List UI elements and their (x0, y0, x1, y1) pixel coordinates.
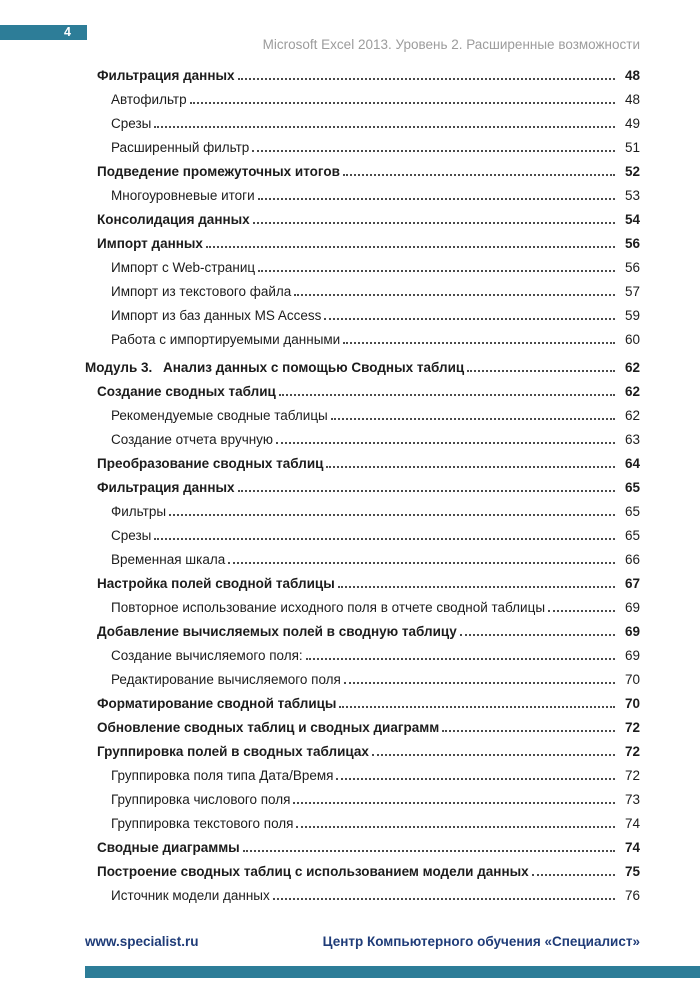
toc-entry-label: Группировка числового поля (111, 792, 291, 807)
toc-entry-label: Фильтрация данных (97, 480, 235, 495)
toc-entry-label: Консолидация данных (97, 212, 250, 227)
dot-leader (326, 466, 615, 468)
toc-entry-page: 72 (624, 744, 640, 759)
toc-entry-label: Импорт с Web-страниц (111, 260, 256, 275)
dot-leader (154, 538, 615, 540)
toc-entry-page: 52 (624, 164, 640, 179)
toc-entry (85, 424, 640, 448)
toc-entry (85, 324, 640, 348)
toc-entry-page: 74 (624, 840, 640, 855)
toc-entry-label: Расширенный фильтр (111, 140, 250, 155)
footer-accent-bar (85, 966, 700, 978)
toc-entry (85, 568, 640, 592)
toc-entry-page: 56 (624, 260, 640, 275)
dot-leader (294, 294, 615, 296)
toc-entry-page: 70 (624, 696, 640, 711)
toc-entry-label: Добавление вычисляемых полей в сводную таблицу (97, 624, 457, 639)
toc-entry (85, 472, 640, 496)
toc-entry-label: Временная шкала (111, 552, 226, 567)
dot-leader (258, 198, 615, 200)
toc-entry (85, 228, 640, 252)
dot-leader (548, 610, 615, 612)
dot-leader (338, 586, 615, 588)
toc-entry-page: 62 (624, 408, 640, 423)
running-header: Microsoft Excel 2013. Уровень 2. Расширенные возможности (262, 37, 640, 52)
toc-entry (85, 252, 640, 276)
toc-entry (85, 300, 640, 324)
toc-entry (85, 448, 640, 472)
dot-leader (324, 318, 615, 320)
page-number: 4 (64, 25, 71, 39)
toc-entry-label: Подведение промежуточных итогов (97, 164, 340, 179)
toc-entry-page: 63 (624, 432, 640, 447)
toc-entry (85, 712, 640, 736)
toc-entry-page: 73 (624, 792, 640, 807)
toc-entry (85, 60, 640, 84)
toc-entry-page: 74 (624, 816, 640, 831)
toc-entry-page: 75 (624, 864, 640, 879)
dot-leader (343, 342, 615, 344)
toc-entry-page: 76 (624, 888, 640, 903)
toc-entry-page: 56 (624, 236, 640, 251)
toc-entry-label: Группировка полей в сводных таблицах (97, 744, 369, 759)
toc-entry-label: Работа с импортируемыми данными (111, 332, 341, 347)
dot-leader (154, 126, 615, 128)
toc-entry-label: Импорт из баз данных MS Access (111, 308, 322, 323)
dot-leader (339, 706, 615, 708)
toc-entry-label: Сводные диаграммы (97, 840, 240, 855)
dot-leader (293, 802, 615, 804)
toc-entry-label: Фильтры (111, 504, 167, 519)
toc-entry-page: 57 (624, 284, 640, 299)
toc-entry (85, 84, 640, 108)
toc-entry-page: 65 (624, 504, 640, 519)
toc-entry-page: 54 (624, 212, 640, 227)
toc-entry-page: 65 (624, 528, 640, 543)
toc-entry-page: 72 (624, 720, 640, 735)
toc-entry-label: Создание вычисляемого поля: (111, 648, 303, 663)
toc-entry-page: 53 (624, 188, 640, 203)
dot-leader (169, 514, 615, 516)
dot-leader (467, 370, 615, 372)
dot-leader (372, 754, 615, 756)
toc-entry-page: 72 (624, 768, 640, 783)
toc-entry-page: 62 (624, 384, 640, 399)
dot-leader (460, 634, 615, 636)
toc-entry-page: 66 (624, 552, 640, 567)
toc-entry (85, 520, 640, 544)
toc-entry-label: Фильтрация данных (97, 68, 235, 83)
page-footer (85, 934, 640, 949)
page-number-bar (0, 25, 87, 40)
toc-entry (85, 496, 640, 520)
dot-leader (228, 562, 615, 564)
dot-leader (343, 174, 615, 176)
table-of-contents (85, 60, 640, 904)
dot-leader (238, 78, 615, 80)
toc-entry-page: 70 (624, 672, 640, 687)
toc-entry-label: Импорт из текстового файла (111, 284, 292, 299)
toc-entry (85, 760, 640, 784)
toc-entry-label: Повторное использование исходного поля в отчете сводной таблицы (111, 600, 546, 615)
toc-entry-page: 67 (624, 576, 640, 591)
dot-leader (532, 874, 615, 876)
dot-leader (252, 150, 615, 152)
toc-entry-label: Создание сводных таблиц (97, 384, 276, 399)
toc-entry (85, 688, 640, 712)
toc-entry-page: 64 (624, 456, 640, 471)
dot-leader (344, 682, 615, 684)
toc-entry-label: Многоуровневые итоги (111, 188, 255, 203)
toc-entry (85, 616, 640, 640)
dot-leader (306, 658, 615, 660)
toc-entry-page: 51 (624, 140, 640, 155)
dot-leader (206, 246, 615, 248)
toc-entry (85, 880, 640, 904)
footer-organization: Центр Компьютерного обучения «Специалист» (322, 934, 640, 949)
toc-entry (85, 108, 640, 132)
toc-entry (85, 204, 640, 228)
toc-entry-page: 59 (624, 308, 640, 323)
toc-entry-page: 48 (624, 92, 640, 107)
dot-leader (276, 442, 615, 444)
toc-entry (85, 640, 640, 664)
toc-entry-label: Настройка полей сводной таблицы (97, 576, 335, 591)
dot-leader (238, 490, 615, 492)
dot-leader (296, 826, 615, 828)
dot-leader (253, 222, 615, 224)
toc-entry-label: Импорт данных (97, 236, 203, 251)
toc-entry-page: 60 (624, 332, 640, 347)
toc-entry (85, 808, 640, 832)
toc-entry-label: Обновление сводных таблиц и сводных диаграмм (97, 720, 440, 735)
dot-leader (190, 102, 615, 104)
toc-entry-page: 65 (624, 480, 640, 495)
toc-entry-label: Источник модели данных (111, 888, 270, 903)
dot-leader (273, 898, 615, 900)
toc-entry-label: Автофильтр (111, 92, 187, 107)
toc-entry (85, 832, 640, 856)
toc-entry (85, 856, 640, 880)
dot-leader (279, 394, 615, 396)
toc-entry-page: 69 (624, 624, 640, 639)
footer-site-link[interactable]: www.specialist.ru (85, 934, 199, 949)
toc-entry-page: 69 (624, 600, 640, 615)
toc-entry-page: 49 (624, 116, 640, 131)
toc-entry-page: 48 (624, 68, 640, 83)
dot-leader (331, 418, 615, 420)
dot-leader (243, 850, 615, 852)
toc-entry (85, 132, 640, 156)
toc-entry-page: 62 (624, 360, 640, 375)
dot-leader (258, 270, 615, 272)
toc-entry (85, 592, 640, 616)
toc-entry-label: Редактирование вычисляемого поля (111, 672, 341, 687)
toc-entry (85, 180, 640, 204)
toc-entry (85, 544, 640, 568)
toc-entry-label: Преобразование сводных таблиц (97, 456, 324, 471)
toc-entry (85, 736, 640, 760)
toc-entry (85, 664, 640, 688)
toc-entry (85, 352, 640, 376)
toc-entry (85, 784, 640, 808)
toc-entry-label: Создание отчета вручную (111, 432, 274, 447)
toc-entry (85, 156, 640, 180)
toc-entry-label: Построение сводных таблиц с использованием модели данных (97, 864, 529, 879)
dot-leader (442, 730, 615, 732)
toc-entry-label: Группировка текстового поля (111, 816, 294, 831)
toc-entry-label: Анализ данных с помощью Сводных таблиц (163, 360, 465, 375)
toc-entry-label: Группировка поля типа Дата/Время (111, 768, 334, 783)
toc-entry-page: 69 (624, 648, 640, 663)
module-prefix: Модуль 3. (85, 360, 153, 375)
toc-entry-label: Рекомендуемые сводные таблицы (111, 408, 328, 423)
toc-entry (85, 376, 640, 400)
toc-entry-label: Срезы (111, 116, 152, 131)
toc-entry-label: Форматирование сводной таблицы (97, 696, 337, 711)
toc-entry (85, 400, 640, 424)
toc-entry (85, 276, 640, 300)
toc-entry-label: Срезы (111, 528, 152, 543)
dot-leader (336, 778, 615, 780)
